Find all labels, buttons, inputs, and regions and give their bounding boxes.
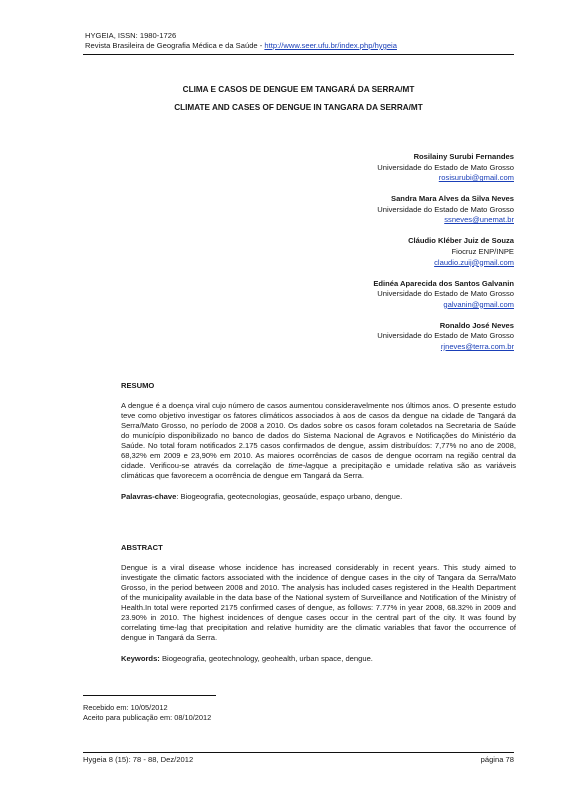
author-block: [373, 279, 514, 311]
journal-url-link[interactable]: http://www.seer.ufu.br/index.php/hygeia: [264, 41, 397, 50]
author-block: [373, 152, 514, 184]
author-affiliation: Universidade do Estado de Mato Grosso: [377, 289, 514, 299]
author-list: [373, 152, 514, 363]
author-block: [373, 236, 514, 268]
accepted-date: Aceito para publicação em: 08/10/2012: [83, 713, 212, 722]
resumo-section: [121, 381, 516, 502]
abstract-body: Dengue is a viral disease whose incidence has increased considerably in recent years. This study aimed to investigate the climatic factors associated with the incidence of dengue cases in the city of Tangara da Serra/Mato Grosso, in the period between 2008 and 2010. The analysis has included cases registered in the Health Department of the municipality available in the data base of the National system of Surveillance and Notification of the Ministry of Health.In total were reported 2175 confirmed cases of dengue, as follows: 7.77% in year 2008, 68.32% in 2009 and 23.90% in 2010. The highest incidences of dengue cases occur in the central part of the city. It was found by correlating time-lag that precipitation and relative humidity are the climatic variables that favor the occurrence of dengue in Tangará da Serra.: [121, 563, 516, 642]
resumo-text-part-2: que a precipitação e umidade relativa são as variáveis climáticas que favorecem a ocorrência de dengue em Tangará da Serra.: [121, 461, 516, 480]
page-number: página 78: [480, 755, 514, 764]
author-affiliation: Universidade do Estado de Mato Grosso: [377, 204, 514, 214]
resumo-keywords-list: : Biogeografia, geotecnologias, geosaúde, espaço urbano, dengue.: [176, 492, 403, 501]
abstract-keywords-label: Keywords:: [121, 654, 160, 663]
title-english: CLIMATE AND CASES OF DENGUE IN TANGARA DA SERRA/MT: [174, 103, 423, 112]
author-name: Ronaldo José Neves: [439, 320, 514, 330]
journal-name: HYGEIA, ISSN: 1980-1726: [85, 31, 177, 40]
author-block: [373, 194, 514, 226]
abstract-section: [121, 543, 516, 664]
submission-dates: [83, 703, 211, 723]
received-date: Recebido em: 10/05/2012: [83, 703, 168, 712]
resumo-heading: RESUMO: [121, 381, 155, 390]
abstract-heading: ABSTRACT: [121, 543, 163, 552]
author-email-link[interactable]: claudio.zuij@gmail.com: [434, 257, 514, 267]
footer-divider: [83, 752, 514, 753]
author-affiliation: Universidade do Estado de Mato Grosso: [377, 162, 514, 172]
abstract-keywords-list: Biogeografia, geotechnology, geohealth, urban space, dengue.: [159, 654, 373, 663]
journal-subtitle: [85, 41, 397, 51]
author-name: Edinéa Aparecida dos Santos Galvanin: [373, 278, 514, 288]
resumo-body: [121, 401, 516, 481]
abstract-keywords: [121, 654, 516, 664]
author-email-link[interactable]: galvanin@gmail.com: [443, 299, 514, 309]
author-block: [373, 321, 514, 353]
header-divider: [83, 54, 514, 55]
resumo-text-part-1: A dengue é a doença viral cujo número de casos aumentou consideravelmente nos últimos anos. O presente estudo teve como objetivo investigar os fatores climáticos associados à aos de casos da dengue na cidade de Tangará da Serra/Mato Grosso, no período de 2008 a 2010. Os dados sobre os casos foram coletados na Secretaria de Saúde do município disponibilizado no banco de dados do Sistema Nacional de Agravos e Notificações do Ministério da Saúde. No total foram notificados 2.175 casos confirmados de dengue, assim distribuídos: 7,77% no ano de 2008, 68,32% em 2009 e 23,90% em 2010. As maiores ocorrências de casos de dengue ocorram na região central da cidade. Verificou-se através da correlação de: [121, 401, 516, 470]
footer-citation: Hygeia 8 (15): 78 - 88, Dez/2012: [83, 755, 194, 764]
title-portuguese: CLIMA E CASOS DE DENGUE EM TANGARÁ DA SERRA/MT: [182, 85, 415, 94]
author-email-link[interactable]: ssneves@unemat.br: [444, 215, 514, 225]
footnote-divider: [83, 695, 216, 696]
author-email-link[interactable]: rjneves@terra.com.br: [440, 341, 514, 351]
author-name: Cláudio Kléber Juiz de Souza: [408, 236, 514, 246]
journal-subtitle-text: Revista Brasileira de Geografia Médica e da Saúde -: [85, 41, 265, 50]
resumo-keywords-label: Palavras-chave: [121, 492, 177, 501]
author-affiliation: Universidade do Estado de Mato Grosso: [377, 331, 514, 341]
resumo-keywords: [121, 492, 516, 502]
author-name: Rosilainy Surubi Fernandes: [413, 152, 514, 161]
journal-header: [85, 31, 397, 51]
author-email-link[interactable]: rosisurubi@gmail.com: [438, 173, 514, 183]
author-name: Sandra Mara Alves da Silva Neves: [391, 194, 514, 204]
resumo-italic-term: time-lag: [288, 461, 316, 470]
author-affiliation: Fiocruz ENP/INPE: [451, 246, 514, 256]
